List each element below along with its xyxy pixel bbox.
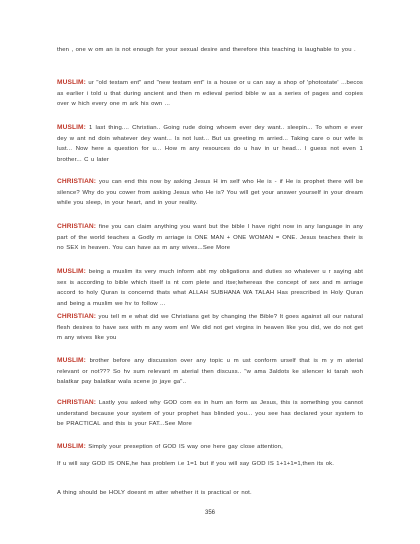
paragraph bbox=[57, 78, 363, 110]
paragraph-text: 1 last thing.... Christian.. Going rude doing whoem ever dey want.. sleepin... To whom e ever dey w ant nd doin whatever dey want... Is not lust... But us greeting m arried... Taking care o our wife is lust... Now here a question for u... How m any resources do u hav in ur head... I guess not even 1 brother... C u later bbox=[57, 125, 363, 163]
paragraph-text: If u will say GOD IS ONE,he has problem i.e 1=1 but if you will say GOD IS 1+1+1=1,then its ok. bbox=[57, 461, 335, 467]
speaker-label: MUSLIM: bbox=[57, 79, 86, 86]
paragraph-text: fine you can claim anything you want but the bible I have right now in any language in any part of the world teaches a Godly m arriage is ONE MAN + ONE WOMAN = ONE. Jesus teaches their is no SEX in heaven. You can have as m any wives...See More bbox=[57, 224, 363, 251]
paragraph bbox=[57, 442, 363, 453]
speaker-label: CHRISTIAN: bbox=[57, 399, 97, 406]
speaker-label: MUSLIM: bbox=[57, 357, 86, 364]
speaker-label: CHRISTIAN: bbox=[57, 178, 97, 185]
paragraph bbox=[57, 488, 363, 499]
paragraph-text: ur "old testam ent" and "new testam ent" is a house or u can say a shop of 'photostate' ...becos as earlier i told u that during ancient and then m edieval period bible w as a series of pages and copies over w hich every one m ark his own ... bbox=[57, 80, 363, 107]
speaker-label: CHRISTIAN: bbox=[57, 223, 97, 230]
speaker-label: MUSLIM: bbox=[57, 124, 86, 131]
paragraph bbox=[57, 267, 363, 309]
paragraph bbox=[57, 356, 363, 388]
paragraph-text: Simply your preseption of GOD IS way one here gay close attention, bbox=[88, 444, 283, 450]
paragraph bbox=[57, 312, 363, 344]
paragraph-text: being a muslim its very much inform abt my obligations and duties so whatever u r saying abt sex is according to bible which itself is nt com plete and itse;lwhereas the concept of sex and m arriage accord to holy Quran is concernd thats what ALLAH SUBHANA WA TALAH Has prescribed in Holy Quran and being a muslim we hv to follow ... bbox=[57, 269, 363, 307]
paragraph bbox=[57, 123, 363, 165]
paragraph bbox=[57, 177, 363, 209]
speaker-label: MUSLIM: bbox=[57, 443, 86, 450]
paragraph-text: Lastly you asked why GOD com es in hum an form as Jesus, this is something you cannot understand because your system of your prophet has blinded you... you see has declared your system to be PRACTICAL and this is your FAT...See More bbox=[57, 400, 363, 427]
paragraph bbox=[57, 459, 363, 470]
speaker-label: CHRISTIAN: bbox=[57, 313, 97, 320]
paragraph-text: brother before any discussion over any topic u m ust conform urself that is m y m aterial relevant or not??? So hv sum relevant m aterial then discuss.. "w ama 3aldots ke silencer ki tarah woh balatkar pay balatkar wala scene jo jaye ga".. bbox=[57, 358, 364, 385]
paragraph bbox=[57, 398, 363, 430]
paragraph-text: you tell m e what did we Christians get by changing the Bible? It goes against all our natural flesh desires to have sex with m any wom en! We did not get virgins in heaven like you did, we do not get m any wives like you bbox=[57, 314, 364, 341]
speaker-label: MUSLIM: bbox=[57, 268, 86, 275]
paragraph-text: A thing should be HOLY doesnt m atter whether it is practical or not. bbox=[57, 490, 252, 496]
paragraph-text: you can end this now by asking Jesus H im self who He is - if He is prophet there will be silence? Why do you cower from asking Jesus who He is? You will get your answer yourself in your dream while you sleep, in your heart, and in your reality. bbox=[57, 179, 363, 206]
paragraph bbox=[57, 222, 363, 254]
paragraph-text: then , one w om an is not enough for your sexual desire and therefore this teaching is laughable to you . bbox=[57, 47, 356, 53]
paragraph bbox=[57, 45, 363, 56]
page-number: 356 bbox=[204, 510, 215, 516]
